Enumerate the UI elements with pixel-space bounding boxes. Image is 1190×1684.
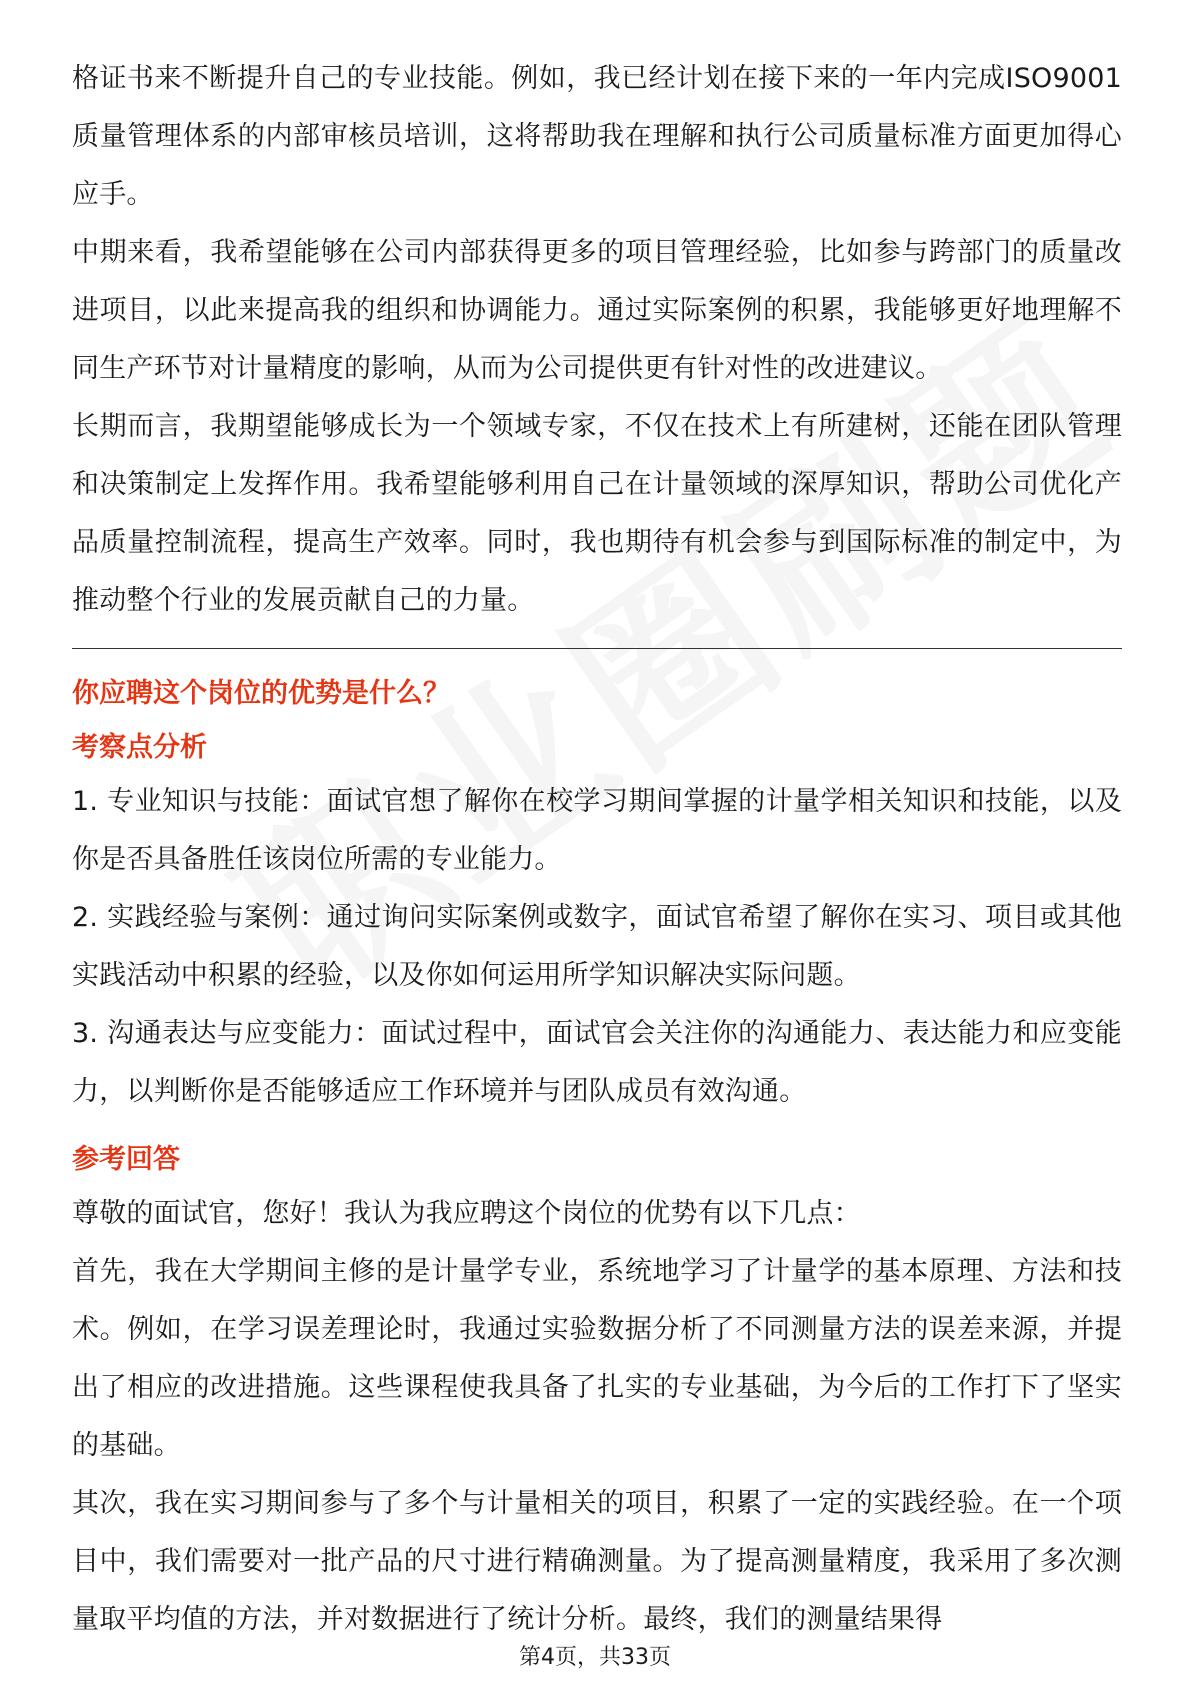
- body-paragraph: 中期来看，我希望能够在公司内部获得更多的项目管理经验，比如参与跨部门的质量改进项目，以此来提高我的组织和协调能力。通过实际案例的积累，我能够更好地理解不同生产环节对计量精度的影响，从而为公司提供更有针对性的改进建议。: [72, 237, 1122, 384]
- section-divider: [72, 648, 1122, 649]
- answer-paragraph: 其次，我在实习期间参与了多个与计量相关的项目，积累了一定的实践经验。在一个项目中，我们需要对一批产品的尺寸进行精确测量。为了提高测量精度，我采用了多次测量取平均值的方法，并对数据进行了统计分析。最终，我们的测量结果得: [72, 1488, 1122, 1635]
- answer-heading: 参考回答: [72, 1144, 180, 1175]
- analysis-point: 3. 沟通表达与应变能力：面试过程中，面试官会关注你的沟通能力、表达能力和应变能力，以判断你是否能够适应工作环境并与团队成员有效沟通。: [72, 1018, 1122, 1107]
- analysis-point: 1. 专业知识与技能：面试官想了解你在校学习期间掌握的计量学相关知识和技能，以及你是否具备胜任该岗位所需的专业能力。: [72, 786, 1122, 875]
- body-paragraph: 长期而言，我期望能够成长为一个领域专家，不仅在技术上有所建树，还能在团队管理和决策制定上发挥作用。我希望能够利用自己在计量领域的深厚知识，帮助公司优化产品质量控制流程，提高生产效率。同时，我也期待有机会参与到国际标准的制定中，为推动整个行业的发展贡献自己的力量。: [72, 411, 1122, 616]
- page-footer: 第4页，共33页: [519, 1645, 671, 1670]
- answer-paragraph: 尊敬的面试官，您好！我认为我应聘这个岗位的优势有以下几点：: [72, 1198, 861, 1229]
- spacer: [72, 1121, 1122, 1135]
- analysis-point: 2. 实践经验与案例：通过询问实际案例或数字，面试官希望了解你在实习、项目或其他实践活动中积累的经验，以及你如何运用所学知识解决实际问题。: [72, 902, 1122, 991]
- body-paragraph: 格证书来不断提升自己的专业技能。例如，我已经计划在接下来的一年内完成ISO9001质量管理体系的内部审核员培训，这将帮助我在理解和执行公司质量标准方面更加得心应手。: [72, 63, 1122, 210]
- analysis-heading: 考察点分析: [72, 732, 207, 763]
- question-heading: 你应聘这个岗位的优势是什么？: [72, 678, 450, 709]
- page-content: [72, 50, 1122, 1649]
- answer-paragraph: 首先，我在大学期间主修的是计量学专业，系统地学习了计量学的基本原理、方法和技术。例如，在学习误差理论时，我通过实验数据分析了不同测量方法的误差来源，并提出了相应的改进措施。这些课程使我具备了扎实的专业基础，为今后的工作打下了坚实的基础。: [72, 1256, 1122, 1461]
